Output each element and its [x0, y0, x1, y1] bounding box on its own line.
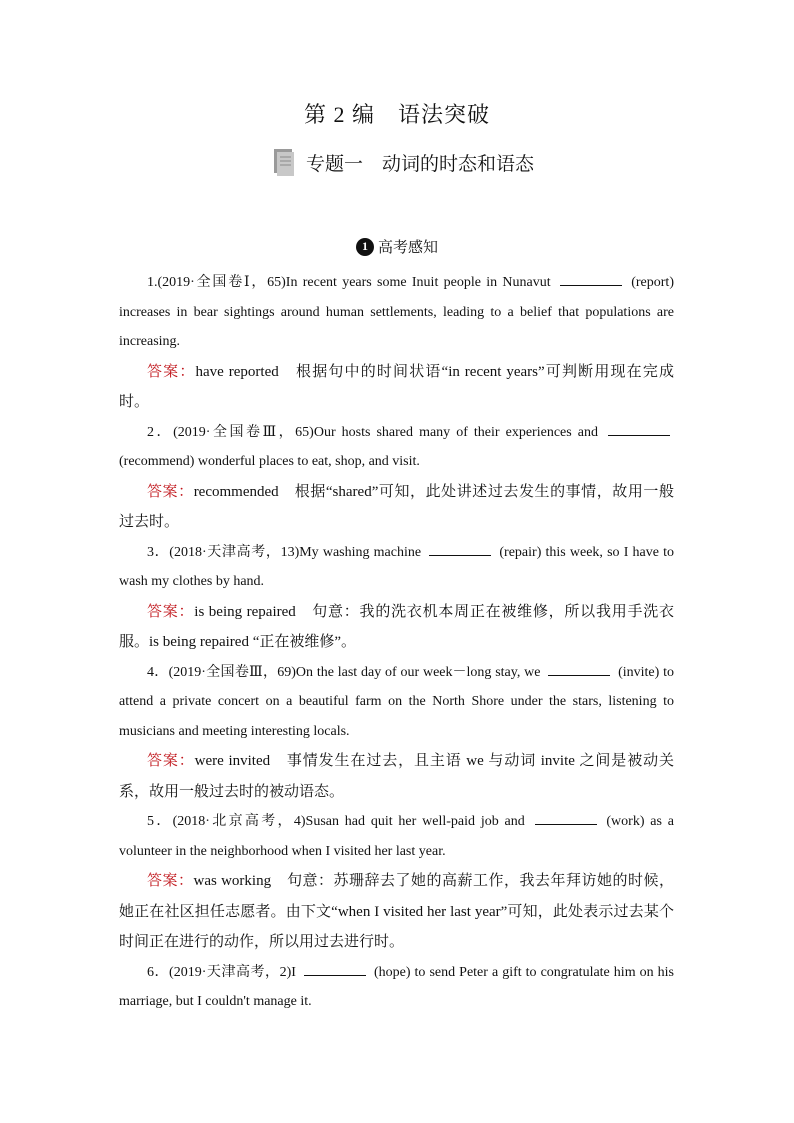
answer-text: have reported 根据句中的时间状语“in recent years”可判断用现在完成时。 [119, 363, 674, 410]
question-text: 2．(2019·全国卷Ⅲ，65)Our hosts shared many of their experiences and [147, 424, 604, 440]
question-text: 4．(2019·全国卷Ⅲ，69)On the last day of our week－long stay, we [147, 664, 545, 680]
question-text: (recommend) wonderful places to eat, shop, and visit. [119, 454, 420, 469]
answer-blank [429, 541, 491, 556]
answer-label: 答案： [147, 873, 194, 889]
answer-text: recommended 根据“shared”可知，此处讲述过去发生的事情，故用一般过去时。 [119, 483, 674, 530]
answer-label: 答案： [147, 603, 195, 620]
answer-label: 答案： [147, 483, 194, 500]
question-2 [119, 418, 674, 477]
question-5 [119, 807, 674, 866]
subtitle-row [272, 146, 534, 178]
question-text: 5．(2018·北京高考，4)Susan had quit her well-paid job and [147, 814, 531, 829]
section-title: 高考感知 [377, 240, 438, 256]
answer-2 [119, 477, 674, 538]
answer-5 [119, 866, 674, 958]
question-text: (invite) to attend a private concert on a beautiful farm on the North Shore under the stars, listening to musicians and meeting interesting locals. [119, 664, 674, 739]
answer-text: was working 句意：苏珊辞去了她的高薪工作，我去年拜访她的时候，她正在社区担任志愿者。由下文“when I visited her last year”可知，此处表示过去某个时间正在进行的动作，所以用过去进行时。 [119, 873, 674, 950]
answer-blank [560, 271, 622, 286]
question-text: 6．(2019·天津高考，2)I [147, 964, 300, 980]
section-number-badge: 1 [356, 238, 374, 256]
question-text: (work) as a volunteer in the neighborhood when I visited her last year. [119, 814, 674, 859]
answer-4 [119, 746, 674, 807]
answer-text: is being repaired 句意：我的洗衣机本周正在被维修，所以我用手洗衣服。is being repaired “正在被维修”。 [119, 603, 674, 650]
section-heading [0, 236, 794, 257]
subtitle-text: 专题一 动词的时态和语态 [306, 153, 535, 175]
answer-text: were invited 事情发生在过去，且主语 we 与动词 invite 之间是被动关系，故用一般过去时的被动语态。 [119, 753, 674, 800]
answer-label: 答案： [147, 363, 196, 380]
question-6 [119, 958, 674, 1017]
question-text: 3．(2018·天津高考，13)My washing machine [147, 544, 426, 560]
question-text: (hope) to send Peter a gift to congratulate him on his marriage, but I couldn't manage it. [119, 964, 674, 1009]
book-icon [272, 147, 296, 177]
answer-blank [535, 810, 597, 825]
answer-blank [608, 421, 670, 436]
answer-3 [119, 597, 674, 658]
question-4 [119, 658, 674, 747]
question-1 [119, 268, 674, 357]
exercise-list [119, 268, 674, 1017]
answer-blank [548, 661, 610, 676]
answer-1 [119, 357, 674, 418]
answer-label: 答案： [147, 753, 195, 769]
answer-blank [304, 961, 366, 976]
question-text: (repair) this week, so I have to wash my clothes by hand. [119, 544, 674, 589]
question-3 [119, 538, 674, 597]
question-text: 1.(2019·全国卷Ⅰ，65)In recent years some Inuit people in Nunavut [147, 275, 556, 290]
page-title: 第 2 编 语法突破 [303, 102, 490, 127]
question-text: (report) increases in bear sightings around human settlements, leading to a belief that populations are increasing. [119, 275, 674, 349]
